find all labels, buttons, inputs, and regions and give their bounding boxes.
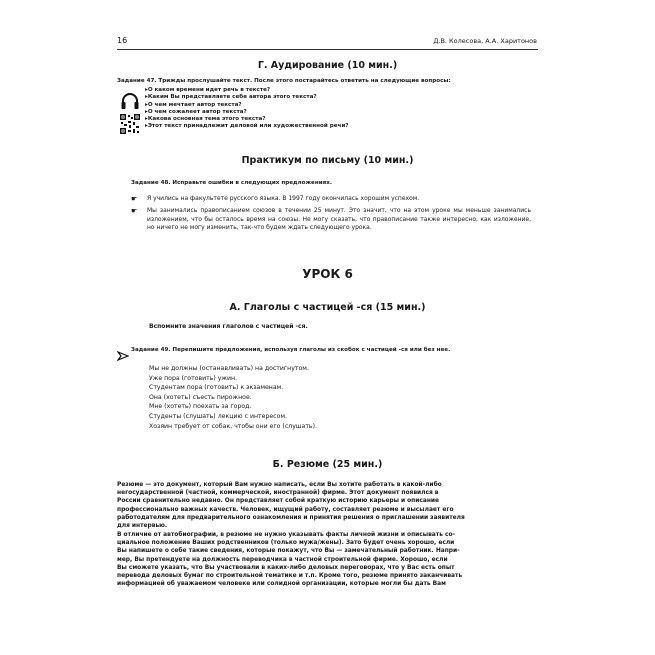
list-item: ▸ О чем сожалеет автор текста? — [145, 109, 349, 116]
section-title-verbs: А. Глаголы с частицей -ся (15 мин.) — [229, 302, 426, 313]
section-title-writing: Практикум по письму (10 мин.) — [241, 155, 414, 166]
list-item: ▸ Этот текст принадлежит деловой или художественной речи? — [145, 123, 349, 130]
list-item: Мы не должны (останавливать) на достигнутом. — [149, 365, 309, 372]
list-item: Студентам пора (готовить) к экзаменам. — [149, 384, 284, 392]
list-item: Мне (хотеть) поехать за город. — [149, 403, 252, 411]
list-item: ▸ Каким Вы представляете себе автора этого текста? — [145, 94, 349, 101]
list-item: ▸ О чем мечтает автор текста? — [145, 102, 349, 109]
headphones-icon — [120, 92, 140, 114]
list-item: Хозяин требует от собак, чтобы они его (слушать). — [149, 422, 317, 430]
list-item: Уже пора (готовить) ужин. — [149, 374, 238, 382]
practice-sentence: ☛ Мы занимались правописанием союзов в течении 25 минут. Это значит, что на этом уроке мы меньше занимались изложением, что бы осталось время на союзы. Не могу сказать, что правописание также интересно, как изложение, но ничего не могу изменить, так-что будем ждать следующего урока. — [131, 207, 531, 232]
section-title-resume: Б. Резюме (25 мин.) — [272, 459, 383, 470]
page-header — [117, 36, 537, 50]
page-number: 16 — [117, 36, 128, 45]
list-item: Она (хотеть) съесть пирожное. — [149, 393, 252, 401]
section-title-listening: Г. Аудирование (10 мин.) — [257, 60, 398, 71]
resume-paragraph-1: Резюме — это документ, который Вам нужно написать, если Вы хотите работать в какой-либо негосударственной (частной, коммерческой, иностранной) фирме. Этот документ появился в России сравнительно недавно. Он представляет собой краткую историю карьеры и описание профессионально важных качеств. Человек, ищущий работу, составляет резюме и высылает его работодателям для предварительного ознакомления и принятия решения о приглашении заявителя для интервью. — [117, 482, 465, 530]
task-47-intro: Задание 47. Трижды прослушайте текст. После этого постарайтесь ответить на следующие вопросы: — [117, 78, 451, 84]
pointing-hand-icon: ☛ — [131, 207, 138, 215]
exercise-sentences — [149, 364, 317, 431]
task-49-intro: Задание 49. Перепишите предложения, используя глаголы из скобок с частицей -ся или без нее. — [131, 347, 451, 353]
task-48-intro: Задание 48. Исправьте ошибки в следующих предложениях. — [131, 180, 332, 186]
page-authors: Д.В. Колесова, А.А. Харитонов — [433, 37, 537, 45]
pointing-hand-icon: ☛ — [131, 195, 138, 203]
qr-code-icon — [120, 114, 140, 138]
question-list — [145, 87, 349, 131]
resume-paragraph-2: В отличие от автобиографии, в резюме не нужно указывать факты личной жизни и описывать со- циальное положение Ваших родственников (только мужа/жены). Зато будет очень хорошо, если Вы напишете о себе такие сведения, которые покажут, что Вы — замечательный работник. Напри- мер, Вы претендуете на должность переводчика в частной строительной фирме. Хорошо, если Вы сможете указать, что Вы участвовали в каких-либо деловых переговорах, что у Вас есть опыт перевода деловых бумаг по строительной тематике и т.п. Кроме того, резюме принято заканчивать информацией об уважаемом человеке или солидной организации, которые могли бы дать Вам — [117, 532, 463, 588]
list-item: Студенты (слушать) лекцию с интересом. — [149, 412, 288, 420]
header-divider — [117, 49, 538, 50]
practice-sentence: ☛ Я учились на факультете русского языка. В 1997 году окончилась хорошим успехом. — [131, 195, 420, 203]
recall-instruction: Вспомните значения глаголов с частицей -ся. — [149, 323, 308, 330]
arrow-pointer-icon — [117, 346, 129, 365]
list-item: ▸ О каком времени идет речь в тексте? — [145, 87, 349, 94]
lesson-title: УРОК 6 — [302, 267, 353, 281]
list-item: ▸ Какова основная тема этого текста? — [145, 116, 349, 123]
